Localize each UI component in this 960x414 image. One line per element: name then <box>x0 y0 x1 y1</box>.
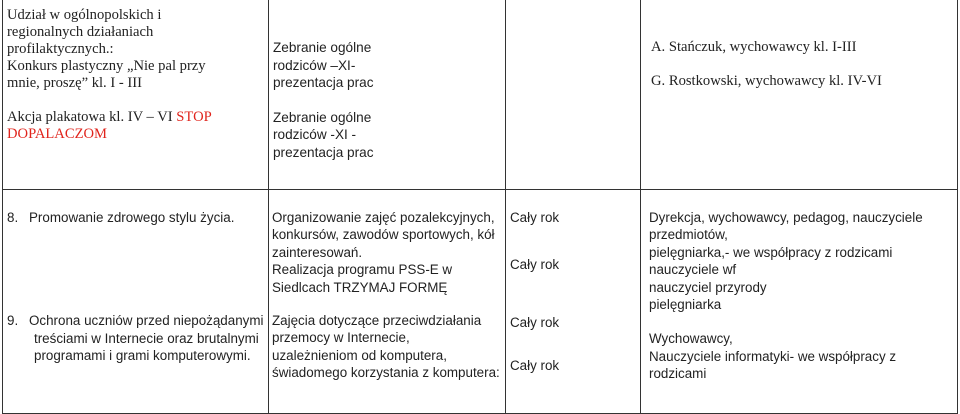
form-line: przemocy w Internecie, <box>272 330 410 346</box>
responsible-cell <box>641 0 958 190</box>
period-label: Cały rok <box>510 257 560 273</box>
activity-cell <box>3 190 269 414</box>
responsible-line: nauczyciel przyrody <box>649 279 767 295</box>
campaign-highlight: STOP <box>176 109 212 125</box>
responsible-line: przedmiotów, <box>649 227 728 243</box>
responsible-cell <box>641 190 958 414</box>
activity-cell <box>3 0 269 190</box>
date-cell <box>506 0 641 190</box>
responsible-line: Nauczyciele informatyki- we współpracy z <box>649 348 897 364</box>
responsible-line: G. Rostkowski, wychowawcy kl. IV-VI <box>651 73 882 89</box>
responsible-line: Dyrekcja, wychowawcy, pedagog, nauczyciele <box>649 210 923 225</box>
responsible-line: nauczyciele wf <box>649 262 737 278</box>
form-line: Organizowanie zajęć pozalekcyjnych, <box>272 210 495 225</box>
activity-line: Udział w ogólnopolskich i <box>7 7 162 23</box>
meeting-line: rodziców –XI- <box>273 57 356 73</box>
form-line: Siedlcach TRZYMAJ FORMĘ <box>272 279 448 295</box>
responsible-line: Wychowawcy, <box>649 331 733 347</box>
item-8 <box>3 209 268 226</box>
item-text: treściami w Internecie oraz brutalnymi <box>34 330 259 346</box>
responsible-line: pielęgniarka,- we współpracy z rodzicami <box>649 244 893 260</box>
activity-line: mnie, proszę” kl. I - III <box>7 75 142 91</box>
item-text: Promowanie zdrowego stylu życia. <box>29 210 235 225</box>
form-line: Zajęcia dotyczące przeciwdziałania <box>272 313 482 329</box>
plan-table <box>2 0 958 414</box>
campaign-highlight-2: DOPALACZOM <box>7 126 108 142</box>
item-text: programami i grami komputerowymi. <box>34 348 251 364</box>
period-label: Cały rok <box>510 358 560 374</box>
responsible-line: pielęgniarka <box>649 297 722 313</box>
responsible-line: A. Stańczuk, wychowawcy kl. I-III <box>651 39 857 55</box>
date-cell <box>506 190 641 414</box>
meeting-line: prezentacja prac <box>273 144 374 160</box>
form-line: zainteresowań. <box>272 244 363 260</box>
meeting-line: Zebranie ogólne <box>273 40 372 55</box>
activity-line: profilaktycznych.: <box>7 41 114 57</box>
item-number: 9. <box>7 313 19 329</box>
form-line: uzależnieniom od komputera, <box>272 347 447 363</box>
responsible-line: rodzicami <box>649 366 707 382</box>
campaign-prefix: Akcja plakatowa kl. IV – VI <box>7 109 173 125</box>
campaign-line <box>7 109 268 126</box>
item-text: Ochrona uczniów przed niepożądanymi <box>29 313 264 329</box>
form-cell <box>269 0 506 190</box>
period-label: Cały rok <box>510 210 560 225</box>
item-9 <box>3 312 268 364</box>
table-row <box>3 0 958 190</box>
item-number: 8. <box>7 210 19 225</box>
form-line: Realizacja programu PSS-E w <box>272 262 453 278</box>
activity-line: Konkurs plastyczny „Nie pal przy <box>7 58 206 74</box>
meeting-line: Zebranie ogólne <box>273 109 372 125</box>
form-line: świadomego korzystania z komputera: <box>272 365 500 381</box>
meeting-line: prezentacja prac <box>273 75 374 91</box>
activity-line: regionalnych działaniach <box>7 24 154 40</box>
form-line: konkursów, zawodów sportowych, kół <box>272 227 495 243</box>
meeting-line: rodziców -XI - <box>273 127 357 143</box>
table-row <box>3 190 958 414</box>
period-label: Cały rok <box>510 314 560 330</box>
form-cell <box>269 190 506 414</box>
